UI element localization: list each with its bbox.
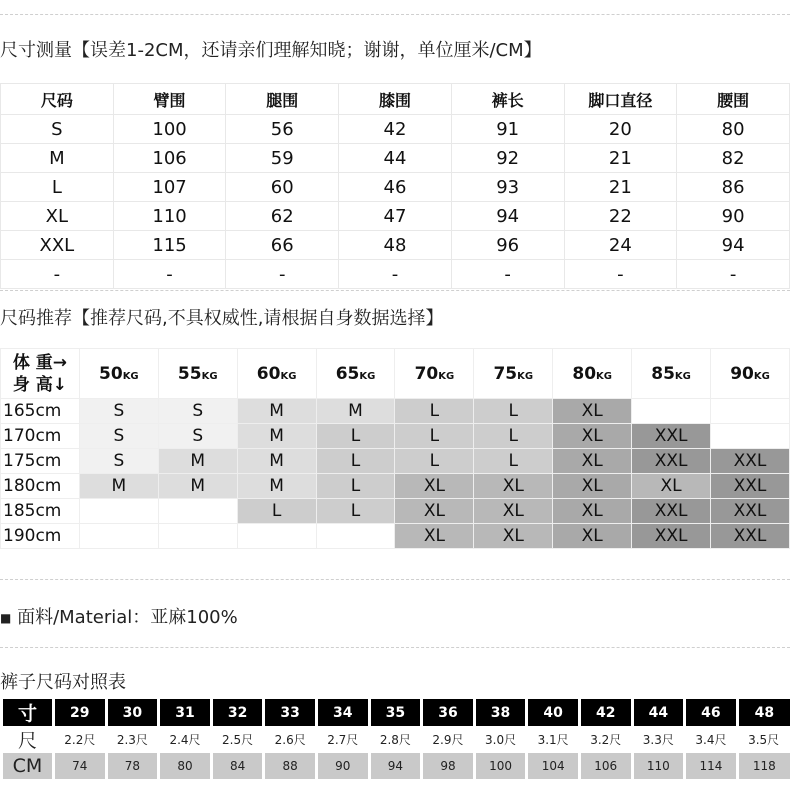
weight-header bbox=[158, 349, 237, 399]
recommend-cell: L bbox=[316, 449, 395, 474]
recommend-cell: S bbox=[79, 424, 158, 449]
table-cell: 94 bbox=[677, 231, 790, 260]
weight-value: 70 bbox=[414, 363, 439, 384]
recommend-cell: S bbox=[158, 424, 237, 449]
size-table-header-0: 尺码 bbox=[1, 84, 114, 115]
recommend-cell: L bbox=[474, 449, 553, 474]
recommend-header-row bbox=[1, 349, 790, 399]
weight-axis-label: 体 重→ bbox=[12, 352, 68, 373]
pants-cell: 118 bbox=[737, 753, 790, 779]
pants-cell: 34 bbox=[316, 699, 369, 726]
recommend-cell: XL bbox=[474, 474, 553, 499]
recommend-cell: XL bbox=[553, 399, 632, 424]
pants-cell: 114 bbox=[685, 753, 738, 779]
table-cell: - bbox=[113, 260, 226, 289]
table-cell: 48 bbox=[339, 231, 452, 260]
table-row bbox=[1, 260, 790, 289]
table-cell: 21 bbox=[564, 173, 677, 202]
pants-cell: 36 bbox=[422, 699, 475, 726]
bullet-square-icon: ■ bbox=[0, 611, 12, 625]
pants-cell: 106 bbox=[579, 753, 632, 779]
pants-cell: 2.9尺 bbox=[422, 726, 475, 753]
table-row bbox=[2, 726, 790, 753]
recommend-cell: XXL bbox=[711, 524, 790, 549]
pants-cell: 110 bbox=[632, 753, 685, 779]
divider-top bbox=[0, 14, 790, 15]
weight-header bbox=[553, 349, 632, 399]
pants-cell: 2.3尺 bbox=[106, 726, 159, 753]
recommend-cell: L bbox=[395, 399, 474, 424]
pants-cell: 40 bbox=[527, 699, 580, 726]
weight-header bbox=[632, 349, 711, 399]
table-cell: 90 bbox=[677, 202, 790, 231]
table-cell: 100 bbox=[113, 115, 226, 144]
recommend-cell: XL bbox=[553, 474, 632, 499]
table-row bbox=[1, 173, 790, 202]
recommend-cell: XXL bbox=[711, 499, 790, 524]
recommend-cell: XL bbox=[553, 449, 632, 474]
pants-cell: 100 bbox=[474, 753, 527, 779]
recommend-cell bbox=[79, 524, 158, 549]
table-cell: 59 bbox=[226, 144, 339, 173]
table-cell: 86 bbox=[677, 173, 790, 202]
size-table-header-6: 腰围 bbox=[677, 84, 790, 115]
pants-cell: 3.2尺 bbox=[579, 726, 632, 753]
pants-cell: 3.1尺 bbox=[527, 726, 580, 753]
weight-value: 55 bbox=[177, 363, 202, 384]
recommend-cell: M bbox=[237, 424, 316, 449]
recommend-cell: XL bbox=[395, 474, 474, 499]
weight-unit: KG bbox=[201, 370, 218, 382]
table-cell: 115 bbox=[113, 231, 226, 260]
recommend-cell: XL bbox=[395, 499, 474, 524]
pants-cell: 88 bbox=[264, 753, 317, 779]
divider-2 bbox=[0, 579, 790, 580]
table-cell: 42 bbox=[339, 115, 452, 144]
table-row bbox=[1, 115, 790, 144]
recommend-cell: L bbox=[474, 399, 553, 424]
pants-cell: 74 bbox=[54, 753, 107, 779]
weight-value: 80 bbox=[572, 363, 597, 384]
recommend-cell: XL bbox=[395, 524, 474, 549]
recommend-cell bbox=[316, 524, 395, 549]
pants-cell: 2.2尺 bbox=[54, 726, 107, 753]
size-measure-heading: 尺寸测量【误差1-2CM，还请亲们理解知晓；谢谢，单位厘米/CM】 bbox=[0, 40, 542, 61]
height-label: 165cm bbox=[1, 399, 80, 424]
recommend-cell: S bbox=[79, 399, 158, 424]
table-row bbox=[1, 202, 790, 231]
weight-unit: KG bbox=[753, 370, 770, 382]
pants-cell: 3.5尺 bbox=[737, 726, 790, 753]
recommend-cell: L bbox=[316, 474, 395, 499]
recommend-cell: XXL bbox=[632, 524, 711, 549]
material-text: 面料/Material：亚麻100% bbox=[17, 607, 238, 628]
pants-row-label: CM bbox=[2, 753, 54, 779]
table-cell: 62 bbox=[226, 202, 339, 231]
table-cell: XL bbox=[1, 202, 114, 231]
pants-cell: 94 bbox=[369, 753, 422, 779]
pants-cell: 29 bbox=[54, 699, 107, 726]
weight-header bbox=[474, 349, 553, 399]
recommend-cell: L bbox=[395, 424, 474, 449]
size-table-header-4: 裤长 bbox=[451, 84, 564, 115]
pants-cell: 80 bbox=[159, 753, 212, 779]
weight-unit: KG bbox=[122, 370, 139, 382]
recommend-cell: XXL bbox=[711, 474, 790, 499]
weight-value: 50 bbox=[99, 363, 123, 384]
weight-unit: KG bbox=[359, 370, 376, 382]
table-row bbox=[1, 231, 790, 260]
recommend-cell: XXL bbox=[711, 449, 790, 474]
table-cell: 107 bbox=[113, 173, 226, 202]
height-label: 190cm bbox=[1, 524, 80, 549]
recommend-cell: M bbox=[158, 474, 237, 499]
pants-cell: 84 bbox=[211, 753, 264, 779]
size-table bbox=[0, 83, 790, 289]
pants-cell: 30 bbox=[106, 699, 159, 726]
corner-label bbox=[1, 349, 80, 399]
weight-value: 65 bbox=[335, 363, 360, 384]
table-cell: 91 bbox=[451, 115, 564, 144]
recommend-cell: M bbox=[316, 399, 395, 424]
table-cell: 56 bbox=[226, 115, 339, 144]
weight-unit: KG bbox=[596, 370, 612, 382]
recommend-cell: XXL bbox=[632, 449, 711, 474]
pants-cell: 44 bbox=[632, 699, 685, 726]
weight-value: 85 bbox=[651, 363, 675, 384]
weight-header bbox=[711, 349, 790, 399]
recommend-cell: L bbox=[316, 499, 395, 524]
weight-header bbox=[79, 349, 158, 399]
recommend-cell: M bbox=[237, 474, 316, 499]
recommend-cell: XXL bbox=[632, 424, 711, 449]
table-cell: - bbox=[451, 260, 564, 289]
weight-value: 90 bbox=[730, 363, 754, 384]
recommend-cell: L bbox=[474, 424, 553, 449]
table-row bbox=[1, 449, 790, 474]
material-line bbox=[0, 603, 238, 629]
table-row bbox=[1, 499, 790, 524]
recommend-cell: M bbox=[237, 399, 316, 424]
recommend-cell: M bbox=[158, 449, 237, 474]
table-row bbox=[1, 144, 790, 173]
pants-cell: 78 bbox=[106, 753, 159, 779]
size-recommend-heading: 尺码推荐【推荐尺码,不具权威性,请根据自身数据选择】 bbox=[0, 308, 444, 329]
recommend-cell: XL bbox=[474, 524, 553, 549]
table-cell: 96 bbox=[451, 231, 564, 260]
recommend-cell: XL bbox=[474, 499, 553, 524]
weight-unit: KG bbox=[280, 370, 297, 382]
table-row bbox=[1, 399, 790, 424]
table-cell: 110 bbox=[113, 202, 226, 231]
table-row bbox=[1, 424, 790, 449]
weight-value: 75 bbox=[493, 363, 518, 384]
recommend-cell bbox=[711, 424, 790, 449]
recommend-cell: L bbox=[395, 449, 474, 474]
pants-cell: 35 bbox=[369, 699, 422, 726]
pants-size-table bbox=[0, 699, 790, 779]
recommend-cell: M bbox=[237, 449, 316, 474]
pants-cell: 2.4尺 bbox=[159, 726, 212, 753]
table-cell: 24 bbox=[564, 231, 677, 260]
table-cell: - bbox=[1, 260, 114, 289]
pants-cell: 42 bbox=[579, 699, 632, 726]
recommend-cell bbox=[79, 499, 158, 524]
pants-cell: 2.8尺 bbox=[369, 726, 422, 753]
pants-row-label: 尺 bbox=[2, 726, 54, 753]
table-cell: 47 bbox=[339, 202, 452, 231]
pants-cell: 104 bbox=[527, 753, 580, 779]
table-cell: 92 bbox=[451, 144, 564, 173]
recommend-cell: L bbox=[316, 424, 395, 449]
recommend-cell: L bbox=[237, 499, 316, 524]
weight-unit: KG bbox=[674, 370, 691, 382]
recommend-cell: S bbox=[79, 449, 158, 474]
table-cell: 21 bbox=[564, 144, 677, 173]
height-label: 180cm bbox=[1, 474, 80, 499]
table-cell: - bbox=[339, 260, 452, 289]
pants-cell: 2.6尺 bbox=[264, 726, 317, 753]
table-cell: 80 bbox=[677, 115, 790, 144]
table-row bbox=[2, 699, 790, 726]
weight-header bbox=[237, 349, 316, 399]
divider-3 bbox=[0, 647, 790, 648]
pants-cell: 31 bbox=[159, 699, 212, 726]
table-cell: M bbox=[1, 144, 114, 173]
table-cell: 66 bbox=[226, 231, 339, 260]
weight-header bbox=[316, 349, 395, 399]
pants-row-label: 寸 bbox=[2, 699, 54, 726]
table-cell: 22 bbox=[564, 202, 677, 231]
size-table-header-2: 腿围 bbox=[226, 84, 339, 115]
table-cell: S bbox=[1, 115, 114, 144]
size-table-header-1: 臂围 bbox=[113, 84, 226, 115]
table-row bbox=[1, 474, 790, 499]
table-cell: 94 bbox=[451, 202, 564, 231]
size-table-header-3: 膝围 bbox=[339, 84, 452, 115]
table-cell: 82 bbox=[677, 144, 790, 173]
weight-header bbox=[395, 349, 474, 399]
table-cell: 20 bbox=[564, 115, 677, 144]
pants-cell: 33 bbox=[264, 699, 317, 726]
table-row bbox=[2, 753, 790, 779]
table-cell: 44 bbox=[339, 144, 452, 173]
pants-cell: 48 bbox=[737, 699, 790, 726]
height-label: 175cm bbox=[1, 449, 80, 474]
pants-cell: 3.4尺 bbox=[685, 726, 738, 753]
table-cell: - bbox=[677, 260, 790, 289]
weight-unit: KG bbox=[438, 370, 455, 382]
pants-cell: 3.0尺 bbox=[474, 726, 527, 753]
table-cell: - bbox=[564, 260, 677, 289]
recommend-cell bbox=[158, 524, 237, 549]
table-cell: L bbox=[1, 173, 114, 202]
pants-cell: 2.5尺 bbox=[211, 726, 264, 753]
size-table-header-5: 脚口直径 bbox=[564, 84, 677, 115]
table-cell: 106 bbox=[113, 144, 226, 173]
pants-cell: 90 bbox=[316, 753, 369, 779]
weight-value: 60 bbox=[256, 363, 281, 384]
pants-cell: 98 bbox=[422, 753, 475, 779]
pants-cell: 38 bbox=[474, 699, 527, 726]
pants-cell: 32 bbox=[211, 699, 264, 726]
pants-cell: 46 bbox=[685, 699, 738, 726]
recommend-cell: XXL bbox=[632, 499, 711, 524]
table-cell: 60 bbox=[226, 173, 339, 202]
table-cell: - bbox=[226, 260, 339, 289]
height-label: 170cm bbox=[1, 424, 80, 449]
recommend-cell: M bbox=[79, 474, 158, 499]
table-row bbox=[1, 524, 790, 549]
size-recommend-table bbox=[0, 348, 790, 549]
weight-unit: KG bbox=[517, 370, 534, 382]
recommend-cell: S bbox=[158, 399, 237, 424]
recommend-cell bbox=[237, 524, 316, 549]
recommend-cell bbox=[158, 499, 237, 524]
recommend-cell: XL bbox=[632, 474, 711, 499]
table-cell: 46 bbox=[339, 173, 452, 202]
divider-1 bbox=[0, 290, 790, 291]
table-cell: XXL bbox=[1, 231, 114, 260]
pants-size-heading: 裤子尺码对照表 bbox=[0, 672, 126, 693]
recommend-cell: XL bbox=[553, 424, 632, 449]
recommend-cell bbox=[711, 399, 790, 424]
height-label: 185cm bbox=[1, 499, 80, 524]
table-cell: 93 bbox=[451, 173, 564, 202]
recommend-cell: XL bbox=[553, 524, 632, 549]
recommend-cell: XL bbox=[553, 499, 632, 524]
recommend-cell bbox=[632, 399, 711, 424]
pants-cell: 2.7尺 bbox=[316, 726, 369, 753]
pants-cell: 3.3尺 bbox=[632, 726, 685, 753]
height-axis-label: 身 高↓ bbox=[12, 374, 68, 395]
